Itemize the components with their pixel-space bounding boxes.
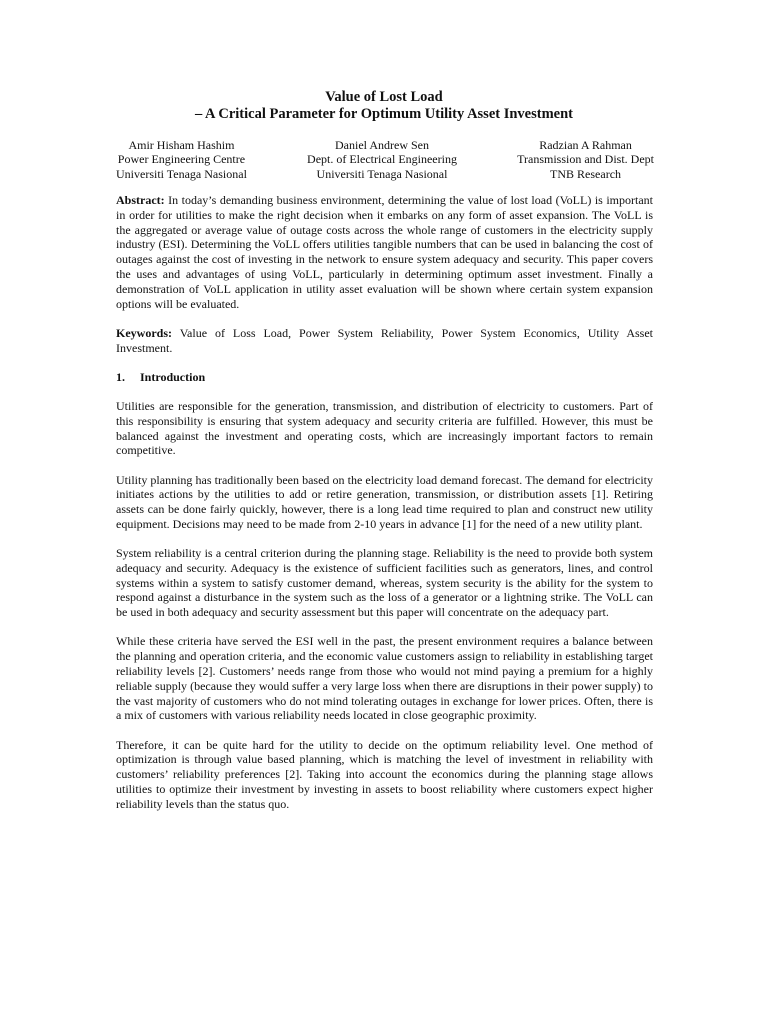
author-list <box>116 138 654 181</box>
author-org: TNB Research <box>550 166 622 181</box>
author-dept: Power Engineering Centre <box>117 152 246 167</box>
author-name: Amir Hisham Hashim <box>128 138 235 152</box>
title-line-1: Value of Lost Load <box>325 89 443 105</box>
author-org: Universiti Tenaga Nasional <box>116 166 247 181</box>
body-paragraph: While these criteria have served the ESI well in the past, the present environment requires a balance between the planning and operation criteria, and the economic value customers assign to reliability in establishing target reliability levels [2]. Customers’ needs range from those who would not mind paying a premium for a highly reliable supply (because they would suffer a very large loss when there are disruptions in their power supply) to the vast majority of customers who do not mind tolerating outages in exchange for lower prices. Often, there is a mix of customers with various reliability needs located in close geographic proximity. <box>116 634 653 723</box>
section-number: 1. <box>116 369 125 384</box>
paper-title <box>0 89 768 123</box>
abstract-text: In today’s demanding business environment, determining the value of lost load (VoLL) is important in order for utilities to make the right decision when it embarks on any form of asset expansion. The VoLL is the aggregated or average value of outage costs across the whole range of customers in the electricity supply industry (ESI). Determining the VoLL offers utilities tangible numbers that can be used in balancing the cost of outages against the cost of investing in the network to ensure system adequacy and security. This paper covers the uses and advantages of using VoLL, particularly in determining optimum asset investment. Finally a demonstration of VoLL application in utility asset evaluation will be shown where certain system expansion options will be evaluated. <box>116 193 653 311</box>
author-block <box>307 138 457 181</box>
author-dept: Dept. of Electrical Engineering <box>307 152 457 167</box>
keywords-label: Keywords: <box>116 325 172 340</box>
body-paragraph: Utilities are responsible for the generation, transmission, and distribution of electricity to customers. Part of this responsibility is ensuring that system adequacy and security criteria are fulfilled. However, this must be balanced against the investment and operating costs, which are increasingly important factors to remain competitive. <box>116 398 653 458</box>
section-heading <box>116 370 653 385</box>
abstract-label: Abstract: <box>116 193 165 207</box>
keywords-paragraph <box>116 326 653 356</box>
author-block <box>517 138 654 181</box>
paper-body <box>116 193 653 826</box>
author-org: Universiti Tenaga Nasional <box>316 166 448 181</box>
body-paragraph: System reliability is a central criterion during the planning stage. Reliability is the need to provide both system adequacy and security. Adequacy is the existence of sufficient facilities such as generators, lines, and control systems within a system to satisfy customer demand, whereas, system security is the ability for the system to respond against a disturbance in the system such as the loss of a generator or a lightning strike. The VoLL can be used in both adequacy and security assessment but this paper will concentrate on the adequacy part. <box>116 546 653 620</box>
body-paragraph: Utility planning has traditionally been based on the electricity load demand forecast. The demand for electricity initiates actions by the utilities to add or retire generation, transmission, or distribution assets [1]. Retiring assets can be done fairly quickly, however, there is a long lead time required to plan and construct new utility equipment. Decisions may need to be made from 2-10 years in advance [1] for the need of a new utility plant. <box>116 472 653 531</box>
title-line-2: – A Critical Parameter for Optimum Utility Asset Investment <box>194 106 573 122</box>
section-title: Introduction <box>140 369 206 384</box>
keywords-text: Value of Loss Load, Power System Reliability, Power System Economics, Utility Asset Investment. <box>116 325 653 355</box>
abstract-paragraph <box>116 193 653 311</box>
body-paragraph: Therefore, it can be quite hard for the utility to decide on the optimum reliability level. One method of optimization is through value based planning, which is matching the level of investment in reliability with customers’ reliability preferences [2]. Taking into account the economics during the planning stage allows utilities to optimize their investment by investing in assets to boost reliability where customers expect higher reliability levels than the status quo. <box>116 737 653 811</box>
author-name: Radzian A Rahman <box>539 138 632 152</box>
author-block <box>116 138 247 181</box>
author-dept: Transmission and Dist. Dept <box>517 152 654 167</box>
author-name: Daniel Andrew Sen <box>335 138 429 152</box>
